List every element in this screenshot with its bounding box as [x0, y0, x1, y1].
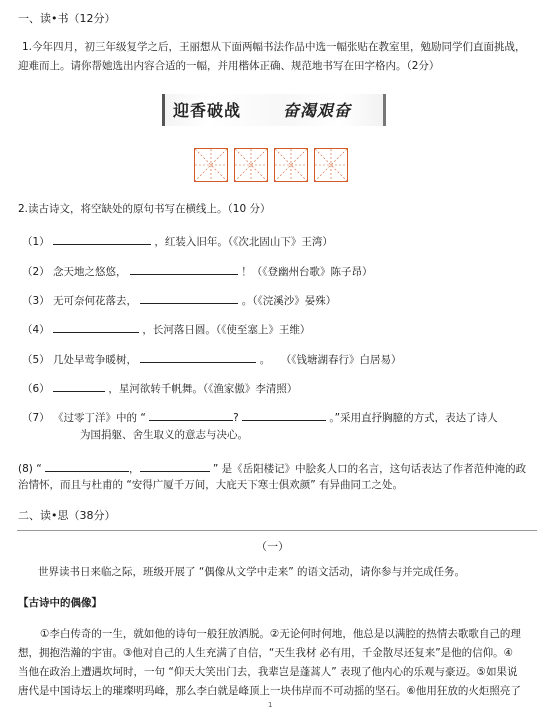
subsection-title: 【古诗中的偶像】 — [18, 597, 102, 609]
answer-blank[interactable] — [140, 291, 238, 304]
paragraph-line: 想，拥抱浩瀚的宇宙。③他对自己的人生充满了自信，“天生我材 必有用，千金散尽还复来”是他的信仰。④ — [18, 647, 514, 659]
divider — [17, 530, 537, 531]
q2-item-5 — [22, 350, 401, 367]
item-suffix: ！（《登幽州台歌》陈子昂） — [241, 266, 373, 278]
item-suffix: ，红装入旧年。（《次北固山下》王湾） — [154, 236, 333, 248]
calligraphy-image — [162, 94, 386, 126]
q2-item-1 — [22, 232, 333, 249]
tianzige-grid — [194, 148, 354, 183]
answer-blank[interactable] — [140, 459, 210, 472]
item-number: （7） — [22, 412, 50, 424]
q2-intro: 2.读古诗文，将空缺处的原句书写在横线上。（10 分） — [18, 203, 271, 215]
calligraphy-work-1: 迎香破战 — [173, 101, 242, 120]
q2-item-3 — [22, 291, 336, 308]
item-number: （4） — [22, 324, 50, 336]
q2-item-2 — [22, 262, 372, 279]
item-prefix: 《过零丁洋》中的 “ — [53, 412, 146, 424]
item-number: （5） — [22, 354, 50, 366]
activity-intro: 世界读书日来临之际，班级开展了 “偶像从文学中走来” 的语文活动，请你参与并完成任务。 — [38, 566, 466, 578]
tianzige-cell[interactable] — [314, 148, 348, 182]
item-prefix: 念天地之悠悠， — [53, 266, 127, 278]
answer-blank[interactable] — [149, 408, 233, 421]
q2-item-6 — [22, 379, 297, 396]
item-number: (8) “ — [18, 463, 42, 475]
q2-item-4 — [22, 320, 310, 337]
q1-line1: 1.今年四月，初三年级复学之后，王丽想从下面两幅书法作品中选一幅张贴在教室里，勉励同学们直面挑战， — [22, 41, 526, 53]
answer-blank[interactable] — [242, 408, 326, 421]
section1-title: 一、读•书（12分） — [18, 12, 116, 25]
tianzige-cell[interactable] — [274, 148, 308, 182]
paragraph-line: 当他在政治上遭遇坎坷时，一句 “仰天大笑出门去，我辈岂是蓬蒿人” 表现了他内心的乐观与豪迈。⑤如果说 — [18, 666, 518, 678]
calligraphy-work-2: 奋渴艰奋 — [283, 101, 352, 120]
item-number: （6） — [22, 383, 50, 395]
part-label: （一） — [256, 540, 289, 553]
q2-item-8 — [18, 459, 526, 476]
paragraph-line: ①李白传奇的一生，就如他的诗句一般狂放洒脱。②无论何时何地，他总是以满腔的热情去歌歌自己的理 — [40, 628, 521, 640]
item-suffix: ” 是《岳阳楼记》中脍炙人口的名言，这句话表达了作者范仲淹的政 — [212, 463, 527, 475]
q2-item-7 — [22, 408, 498, 425]
item-sep: ， — [129, 463, 140, 475]
answer-blank[interactable] — [130, 262, 238, 275]
item-mid: ? — [233, 412, 239, 424]
answer-blank[interactable] — [45, 459, 129, 472]
answer-blank[interactable] — [53, 232, 151, 245]
q2-item-8-line2: 治情怀，而且与杜甫的 “安得广厦千万间，大庇天下寒士俱欢颜” 有异曲同工之处。 — [18, 479, 404, 491]
item-prefix: 几处早莺争暖树， — [53, 354, 138, 366]
answer-blank[interactable] — [53, 320, 139, 333]
q2-item-7-line2: 为国捐躯、舍生取义的意志与决心。 — [80, 429, 248, 441]
answer-blank[interactable] — [53, 379, 105, 392]
tianzige-cell[interactable] — [234, 148, 268, 182]
paragraph-line: 唐代是中国诗坛上的璀璨明玛峰，那么李白就是峰顶上一块伟岸而不可动摇的坚石。⑥他用狂放的火炬照亮了 — [18, 685, 521, 697]
item-suffix: 。（《浣溪沙》晏殊） — [241, 295, 337, 307]
tianzige-cell[interactable] — [194, 148, 228, 182]
answer-blank[interactable] — [140, 350, 256, 363]
item-number: （1） — [22, 236, 50, 248]
item-suffix: ，星河欲转千帆舞。（《渔家傲》李清照） — [108, 383, 298, 395]
page-number: 1 — [268, 701, 273, 709]
item-suffix: ，长河落日圆。（《使至塞上》王维） — [142, 324, 311, 336]
item-number: （3） — [22, 295, 50, 307]
item-suffix: 。 （《钱塘湖春行》白居易） — [259, 354, 402, 366]
q1-line2: 迎难而上。请你帮她选出内容合适的一幅，并用楷体正确、规范地书写在田字格内。（2分） — [18, 60, 440, 72]
item-suffix: 。”采用直抒胸臆的方式，表达了诗人 — [329, 412, 498, 424]
item-number: （2） — [22, 266, 50, 278]
section2-title: 二、读•思（38分） — [18, 509, 116, 522]
item-prefix: 无可奈何花落去， — [53, 295, 138, 307]
